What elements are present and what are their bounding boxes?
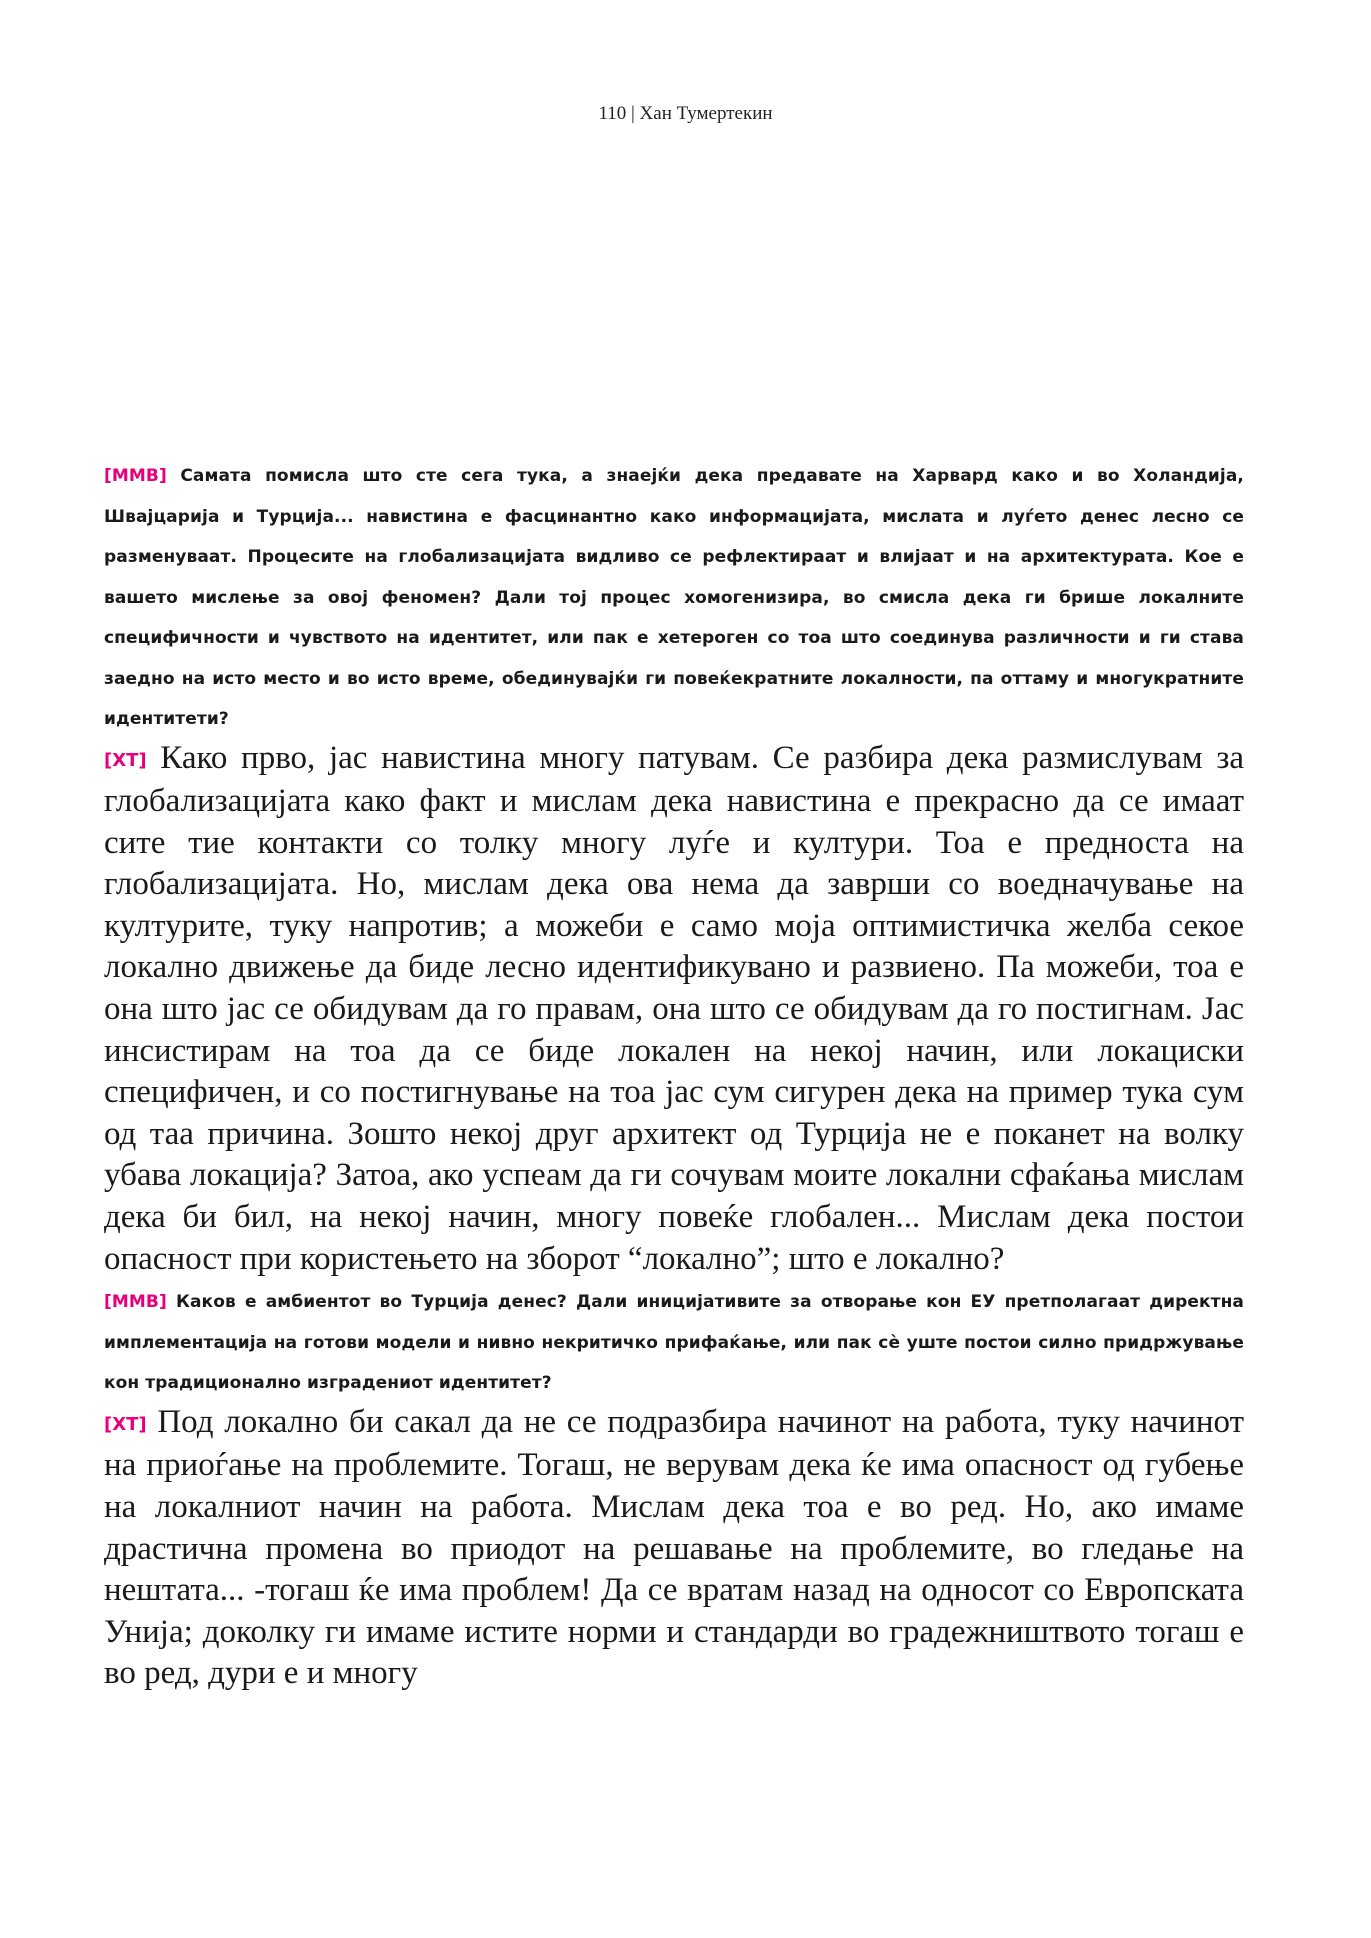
question-paragraph bbox=[104, 456, 1244, 740]
question-text: Самата помисла што сте сега тука, а знаејќи дека предавате на Харвард како и во Холандија, Швајцарија и Турција... навистина е фасцинантно како информацијата, мислата и луѓето денес лесно се разменуваат. Процесите на глобализацијата видливо се рефлектираат и влијаат и на архитектурата. Кое е вашето мислење за овој феномен? Дали тој процес хомогенизира, во смисла дека ги брише локалните специфичности и чувството на идентитет, или пак е хетероген со тоа што соединува различности и ги става заедно на исто место и во исто време, обединувајќи ги повеќекратните локалности, па оттаму и многукратните идентитети? bbox=[104, 466, 1244, 729]
speaker-tag: [ХТ] bbox=[104, 749, 147, 771]
answer-paragraph bbox=[104, 1402, 1244, 1695]
interview-body bbox=[104, 456, 1244, 1697]
speaker-tag: [ММВ] bbox=[104, 1292, 167, 1313]
speaker-tag: [ММВ] bbox=[104, 466, 167, 486]
question-paragraph bbox=[104, 1282, 1244, 1404]
question-text: Каков е амбиентот во Турција денес? Дали иницијативите за отворање кон ЕУ претполагаат директна имплементација на готови модели и нивно некритичко прифаќање, или пак сè уште постои силно придржување кон традиционално изградениот идентитет? bbox=[104, 1292, 1244, 1394]
speaker-tag: [ХТ] bbox=[104, 1413, 147, 1435]
running-head: 110 | Хан Тумертекин bbox=[598, 103, 773, 124]
answer-paragraph bbox=[104, 738, 1244, 1281]
answer-text: Како прво, јас навистина многу патувам. Се разбира дека размислувам за глобализацијата како факт и мислам дека навистина е прекрасно да се имаат сите тие контакти со толку многу луѓе и култури. Тоа е предноста на глобализацијата. Но, мислам дека ова нема да заврши со воедначување на културите, туку напротив; а можеби е само моја оптимистичка желба секое локално движење да биде лесно идентификувано и развиено. Па можеби, тоа е она што јас се обидувам да го правам, она што се обидувам да го постигнам. Јас инсистирам на тоа да се биде локален на некој начин, или локациски специфичен, и со постигнување на тоа јас сум сигурен дека на пример тука сум од таа причина. Зошто некој друг архитект од Турција не е поканет на волку убава локација? Затоа, ако успеам да ги сочувам моите локални сфаќања мислам дека би бил, на некој начин, многу повеќе глобален... Мислам дека постои опасност при користењето на зборот “локално”; што е локално? bbox=[104, 739, 1244, 1277]
answer-text: Под локално би сакал да не се подразбира начинот на работа, туку начинот на приоѓање на проблемите. Тогаш, не верувам дека ќе има опасност од губење на локалниот начин на работа. Мислам дека тоа е во ред. Но, ако имаме драстична промена во приодот на решавање на проблемите, во гледање на нештата... -тогаш ќе има проблем! Да се вратам назад на односот со Европската Унија; доколку ги имаме истите норми и стандарди во градежништвото тогаш е во ред, дури е и многу bbox=[104, 1403, 1245, 1692]
